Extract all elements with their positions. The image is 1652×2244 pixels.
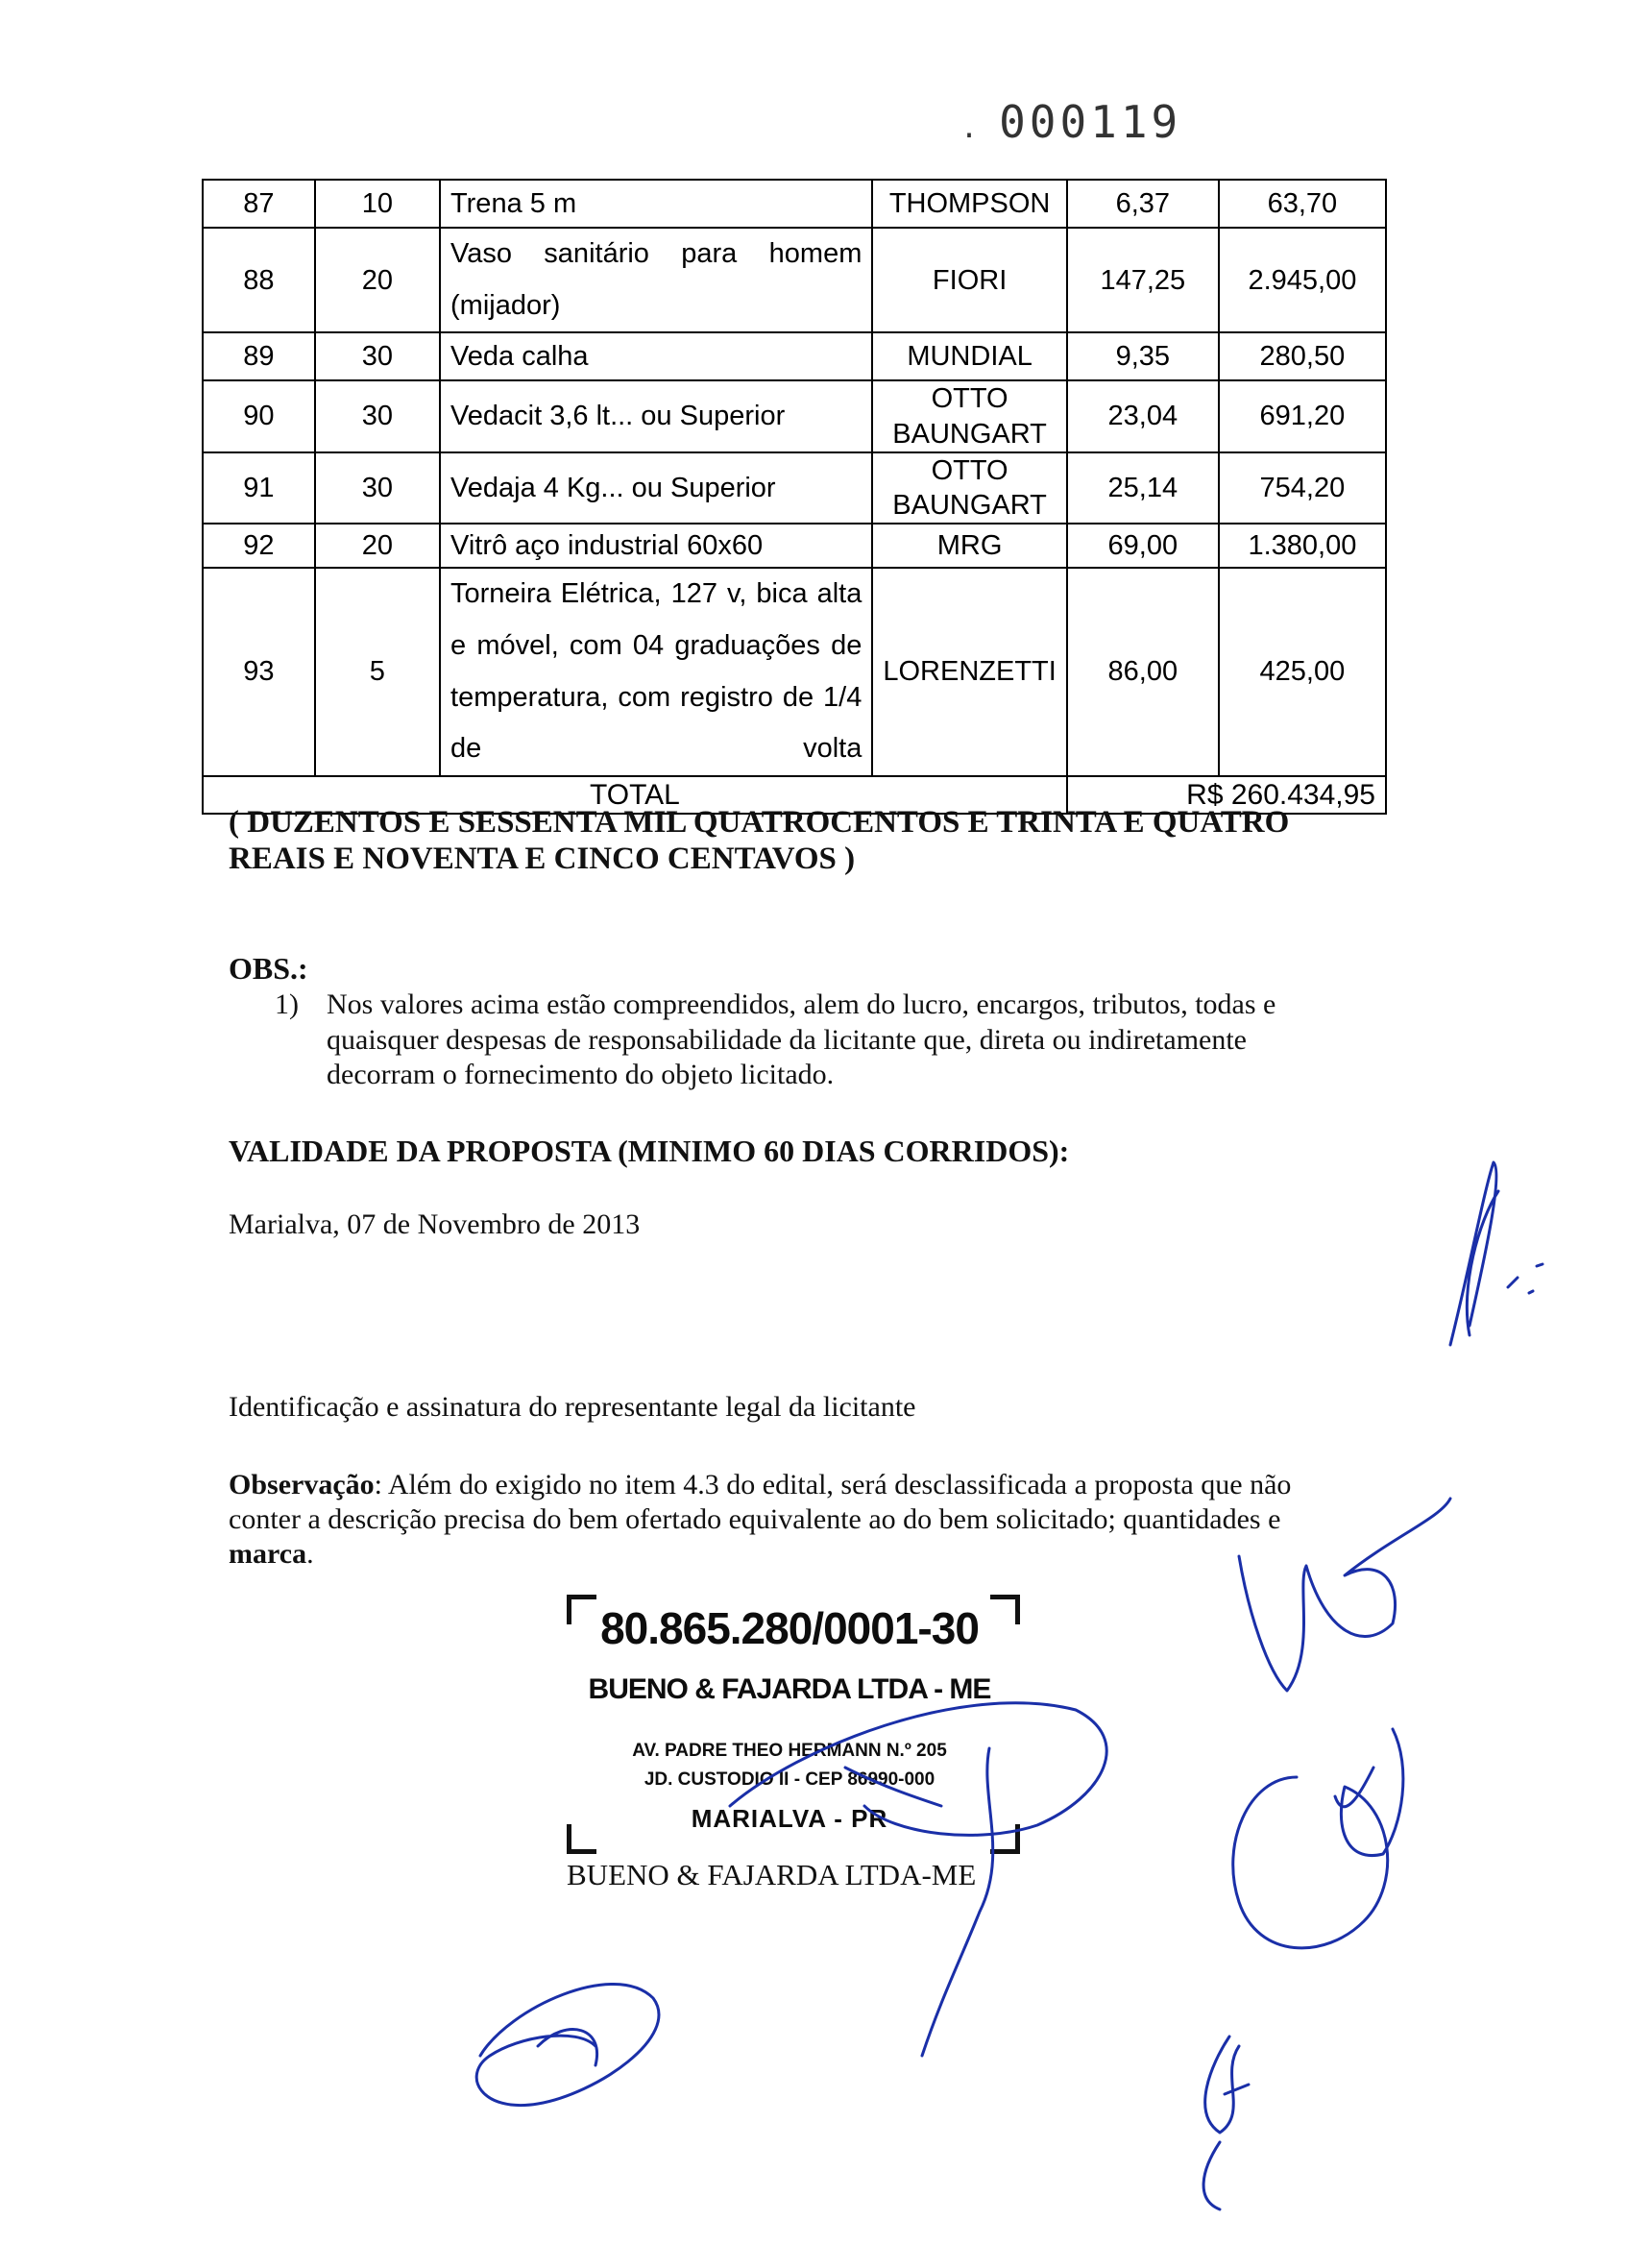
table-row — [203, 180, 1386, 228]
item-description: Vaso sanitário para homem (mijador) — [440, 228, 872, 332]
item-description: Vedaja 4 Kg... ou Superior — [440, 452, 872, 524]
stamp-address-line-1: AV. PADRE THEO HERMANN N.º 205 — [632, 1741, 947, 1761]
item-brand: MUNDIAL — [872, 332, 1066, 380]
initials-signature-right — [1450, 1162, 1543, 1345]
item-number: 91 — [203, 452, 315, 524]
place-date: Marialva, 07 de Novembro de 2013 — [229, 1208, 641, 1240]
stamp-cnpj: 80.865.280/0001-30 — [600, 1603, 979, 1653]
item-brand: OTTO BAUNGART — [872, 452, 1066, 524]
item-total: 425,00 — [1219, 568, 1386, 776]
item-quantity: 5 — [315, 568, 440, 776]
note-label: Observação — [229, 1469, 375, 1500]
obs-title: OBS.: — [229, 951, 308, 986]
note-bold-word: marca — [229, 1538, 307, 1570]
item-quantity: 10 — [315, 180, 440, 228]
item-quantity: 20 — [315, 524, 440, 568]
table-row — [203, 452, 1386, 524]
item-quantity: 20 — [315, 228, 440, 332]
item-number: 92 — [203, 524, 315, 568]
item-unit-price: 9,35 — [1067, 332, 1219, 380]
table-row — [203, 568, 1386, 776]
item-unit-price: 86,00 — [1067, 568, 1219, 776]
table-row — [203, 380, 1386, 452]
total-label: TOTAL — [203, 776, 1067, 815]
item-description: Vitrô aço industrial 60x60 — [440, 524, 872, 568]
obs-list — [275, 988, 1360, 1093]
item-unit-price: 147,25 — [1067, 228, 1219, 332]
table-row — [203, 332, 1386, 380]
item-description: Veda calha — [440, 332, 872, 380]
item-total: 2.945,00 — [1219, 228, 1386, 332]
obs-item-text: Nos valores acima estão compreendidos, alem do lucro, encargos, tributos, todas e quaisquer despesas de responsabilidade da licitante que, direta ou indiretamente decorram o fornecimento do objeto licitado. — [327, 988, 1276, 1091]
item-description: Vedacit 3,6 lt... ou Superior — [440, 380, 872, 452]
signature-identification: Identificação e assinatura do representante legal da licitante — [229, 1391, 916, 1423]
item-unit-price: 25,14 — [1067, 452, 1219, 524]
item-description: Trena 5 m — [440, 180, 872, 228]
item-number: 88 — [203, 228, 315, 332]
stamp-address-line-2: JD. CUSTODIO II - CEP 86990-000 — [644, 1769, 935, 1790]
stamp-company: BUENO & FAJARDA LTDA - ME — [588, 1673, 991, 1705]
item-number: 89 — [203, 332, 315, 380]
item-quantity: 30 — [315, 380, 440, 452]
item-total: 754,20 — [1219, 452, 1386, 524]
observation-note — [229, 1468, 1362, 1572]
item-description: Torneira Elétrica, 127 v, bica alta e móvel, com 04 graduações de temperatura, com registro de 1/4 de volta — [440, 568, 872, 776]
stamp-city: MARIALVA - PR — [691, 1804, 888, 1833]
item-brand: LORENZETTI — [872, 568, 1066, 776]
item-unit-price: 23,04 — [1067, 380, 1219, 452]
table-row — [203, 228, 1386, 332]
signature-left-oval — [476, 1984, 659, 2105]
item-number: 90 — [203, 380, 315, 452]
validity-heading: VALIDADE DA PROPOSTA (MINIMO 60 DIAS CORRIDOS): — [229, 1134, 1070, 1168]
items-table — [202, 179, 1387, 815]
item-brand: THOMPSON — [872, 180, 1066, 228]
total-in-words: ( DUZENTOS E SESSENTA MIL QUATROCENTOS E TRINTA E QUATRO REAIS E NOVENTA E CINCO CENTAVOS ) — [229, 805, 1290, 876]
table-row — [203, 524, 1386, 568]
note-end: . — [306, 1538, 314, 1570]
signature-bottom-right — [1203, 2037, 1249, 2209]
item-unit-price: 69,00 — [1067, 524, 1219, 568]
item-number: 93 — [203, 568, 315, 776]
item-unit-price: 6,37 — [1067, 180, 1219, 228]
total-value: R$ 260.434,95 — [1067, 776, 1386, 815]
page-number: . 000119 — [960, 96, 1182, 148]
company-stamp — [559, 1595, 1020, 1854]
signature-right-loop — [1233, 1729, 1403, 1948]
item-brand: MRG — [872, 524, 1066, 568]
item-brand: FIORI — [872, 228, 1066, 332]
item-total: 280,50 — [1219, 332, 1386, 380]
item-quantity: 30 — [315, 332, 440, 380]
item-quantity: 30 — [315, 452, 440, 524]
item-total: 63,70 — [1219, 180, 1386, 228]
item-number: 87 — [203, 180, 315, 228]
item-brand: OTTO BAUNGART — [872, 380, 1066, 452]
item-total: 691,20 — [1219, 380, 1386, 452]
company-name: BUENO & FAJARDA LTDA-ME — [567, 1858, 977, 1891]
note-text: : Além do exigido no item 4.3 do edital, será desclassificada a proposta que não conter a descrição precisa do bem ofertado equivalente ao do bem solicitado; quantidades e — [229, 1469, 1292, 1535]
obs-item-number: 1) — [275, 988, 299, 1020]
item-total: 1.380,00 — [1219, 524, 1386, 568]
